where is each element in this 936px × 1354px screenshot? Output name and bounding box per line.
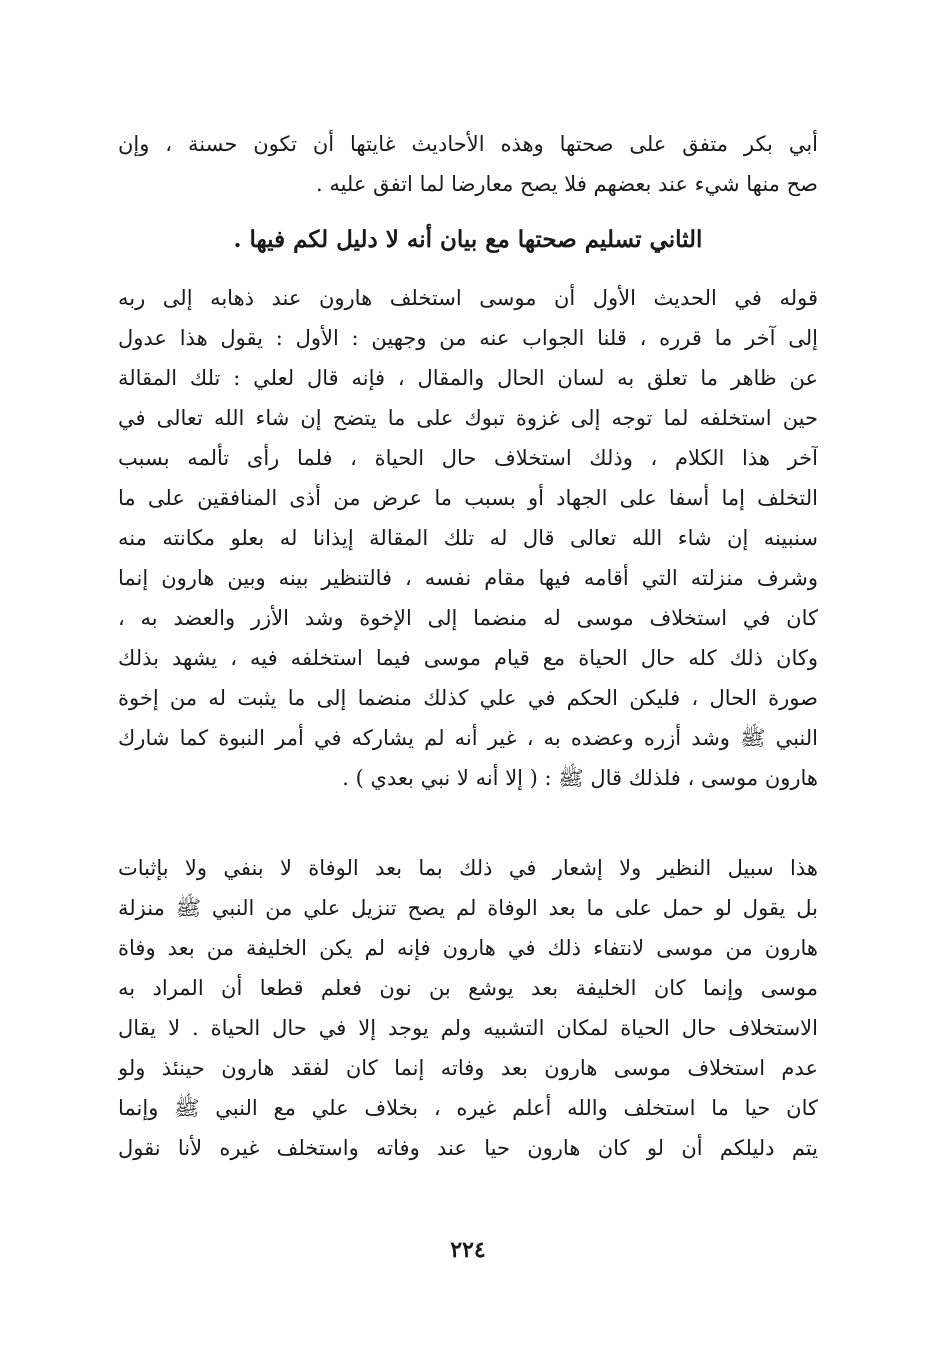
page-number: ٢٢٤	[450, 1237, 486, 1263]
text-line: وشرف منزلته التي أقامه فيها مقام نفسه ، فالتنظير بينه وبين هارون إنما	[118, 566, 818, 590]
text-line: يتم دليلكم أن لو كان هارون حيا عند وفاته واستخلف غيره لأنا نقول	[118, 1136, 818, 1160]
text-line: أبي بكر متفق على صحتها وهذه الأحاديث غايتها أن تكون حسنة ، وإن	[118, 132, 818, 156]
section-heading: الثاني تسليم صحتها مع بيان أنه لا دليل لكم فيها .	[233, 226, 703, 253]
text-line: إلى آخر ما قرره ، قلنا الجواب عنه من وجهين : الأول : يقول هذا عدول	[118, 326, 818, 350]
text-line: عن ظاهر ما تعلق به لسان الحال والمقال ، فإنه قال لعلي : تلك المقالة	[118, 366, 818, 390]
text-line: بل يقول لو حمل على ما بعد الوفاة لم يصح تنزيل علي من النبي ﷺ منزلة	[118, 896, 818, 920]
text-line: كان في استخلاف موسى له منضما إلى الإخوة وشد الأزر والعضد به ،	[118, 606, 818, 630]
text-line: سنبينه إن شاء الله تعالى قال له تلك المقالة إيذانا له بعلو مكانته منه	[118, 526, 818, 550]
text-line: قوله في الحديث الأول أن موسى استخلف هارون عند ذهابه إلى ربه	[118, 286, 818, 310]
text-line: موسى وإنما كان الخليفة بعد يوشع بن نون فعلم قطعا أن المراد به	[118, 976, 818, 1000]
text-line: كان حيا ما استخلف والله أعلم غيره ، بخلاف علي مع النبي ﷺ وإنما	[118, 1096, 818, 1120]
text-line: هارون من موسى لانتفاء ذلك في هارون فإنه لم يكن الخليفة من بعد وفاة	[118, 936, 818, 960]
text-line: حين استخلفه لما توجه إلى غزوة تبوك على ما يتضح إن شاء الله تعالى في	[118, 406, 818, 430]
text-line: صورة الحال ، فليكن الحكم في علي كذلك منضما إلى ما يثبت له من إخوة	[118, 686, 818, 710]
text-line: التخلف إما أسفا على الجهاد أو بسبب ما عرض من أذى المنافقين على ما	[118, 486, 818, 510]
text-line: هذا سبيل النظير ولا إشعار في ذلك بما بعد الوفاة لا بنفي ولا بإثبات	[118, 856, 818, 880]
text-line: صح منها شيء عند بعضهم فلا يصح معارضا لما اتفق عليه .	[315, 172, 818, 196]
text-line: النبي ﷺ وشد أزره وعضده به ، غير أنه لم يشاركه في أمر النبوة كما شارك	[118, 726, 818, 750]
text-line: وكان ذلك كله حال الحياة مع قيام موسى فيما استخلفه فيه ، يشهد بذلك	[118, 646, 818, 670]
text-line: هارون موسى ، فلذلك قال ﷺ : ( إلا أنه لا نبي بعدي ) .	[342, 766, 818, 790]
text-line: آخر هذا الكلام ، وذلك استخلاف حال الحياة ، فلما رأى تألمه بسبب	[118, 446, 818, 470]
text-line: عدم استخلاف موسى هارون بعد وفاته إنما كان لفقد هارون حينئذ ولو	[118, 1056, 818, 1080]
text-line: الاستخلاف حال الحياة لمكان التشبيه ولم يوجد إلا في حال الحياة . لا يقال	[118, 1016, 818, 1040]
